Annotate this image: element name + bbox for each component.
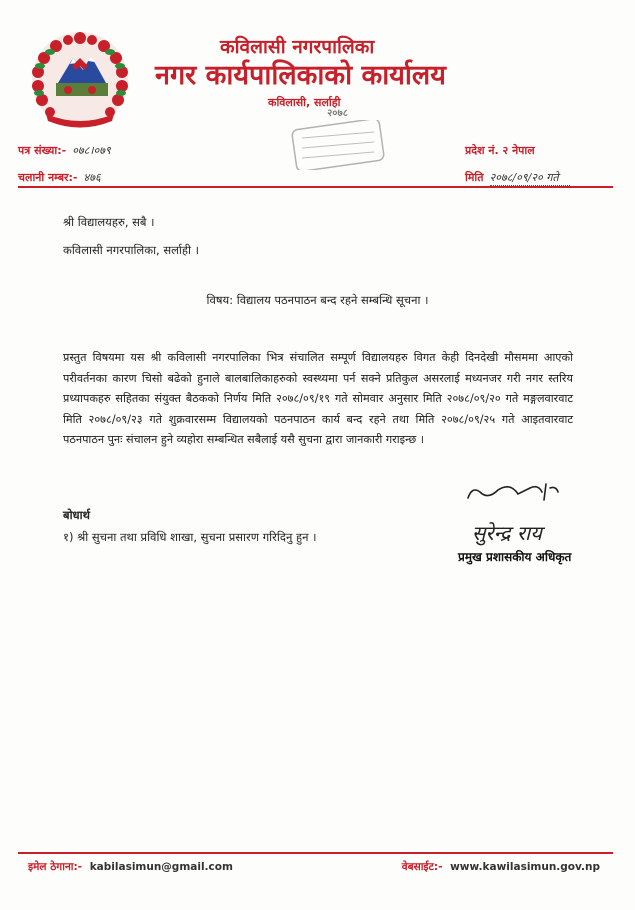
header-divider xyxy=(18,186,613,188)
cc-item-1: १) श्री सुचना तथा प्रविधि शाखा, सुचना प्रसारण गरिदिनु हुन । xyxy=(63,530,317,544)
signatory-title: प्रमुख प्रशासकीय अधिकृत xyxy=(458,550,572,564)
received-stamp xyxy=(285,108,390,178)
nepal-emblem-logo xyxy=(28,28,133,133)
patra-sankhya-value: ०७८।०७९ xyxy=(72,144,111,157)
chalani-number-label: चलानी नम्बर:- xyxy=(18,171,78,184)
patra-sankhya-row xyxy=(18,137,111,164)
email-value[interactable]: kabilasimun@gmail.com xyxy=(89,861,233,873)
province-label: प्रदेश नं. २ नेपाल xyxy=(465,144,535,157)
stamp-mark xyxy=(288,120,388,170)
body-paragraph: प्रस्तुत विषयमा यस श्री कविलासी नगरपालिका भित्र संचालित सम्पूर्ण विद्यालयहरु विगत केही दिनदेखी मौसममा आएको परीवर्तनका कारण चिसो बढेको हुनाले बालबालिकाहरुको स्वस्थ्यमा पर्न सक्ने प्रतिकुल असरलाई मध्यनजर गरी नगर स्तरिय प्रध्यापकहरु सहितका संयुक्त बैठकको निर्णय मिति २०७८/०९/१९ गते सोमवार अनुसार मिति २०७८/०९/२० गते मङ्गलवारवाट मिति २०७८/०९/२३ गते शुक्रवारसम्म विद्यालयको पठनपाठन कार्य बन्द रहने तथा मिति २०७८/०९/२५ गते आइतवारवाट पठनपाठन पुनः संचालन हुने व्यहोरा सम्बन्धित सबैलाई यसै सुचना द्वारा जानकारी गराइन्छ । xyxy=(63,351,573,446)
subject-line: विषय: विद्यालय पठनपाठन बन्द रहने सम्बन्धि सूचना । xyxy=(206,293,429,307)
website-value[interactable]: www.kawilasimun.gov.np xyxy=(450,861,600,873)
recipient-line-1: श्री विद्यालयहरु, सबै । xyxy=(63,215,155,229)
office-name: नगर कार्यपालिकाको कार्यालय xyxy=(155,60,446,91)
province-date-block xyxy=(465,137,570,191)
stamp-year: २०७८ xyxy=(327,108,348,119)
footer-divider xyxy=(18,852,613,854)
office-address: कविलासी, सर्लाही xyxy=(268,96,341,109)
reference-block xyxy=(18,137,111,191)
footer-website xyxy=(402,860,600,874)
signatory-name: सुरेन्द्र राय xyxy=(472,521,542,545)
footer-email xyxy=(28,860,233,874)
recipient-line-2: कविलासी नगरपालिका, सर्लाही । xyxy=(63,243,200,257)
recipient-block xyxy=(63,208,199,264)
email-label: इमेल ठेगाना:- xyxy=(28,861,83,873)
chalani-number-value: ४७६ xyxy=(83,171,101,184)
date-value: २०७८/०९/२० गते xyxy=(490,170,570,186)
cc-heading: बोधार्थ xyxy=(63,508,90,522)
website-label: वेबसाईट:- xyxy=(401,861,443,873)
province-row xyxy=(465,137,570,164)
patra-sankhya-label: पत्र संख्या:- xyxy=(18,144,67,157)
municipality-name: कविलासी नगरपालिका xyxy=(220,36,375,58)
date-label: मिति xyxy=(465,171,484,184)
